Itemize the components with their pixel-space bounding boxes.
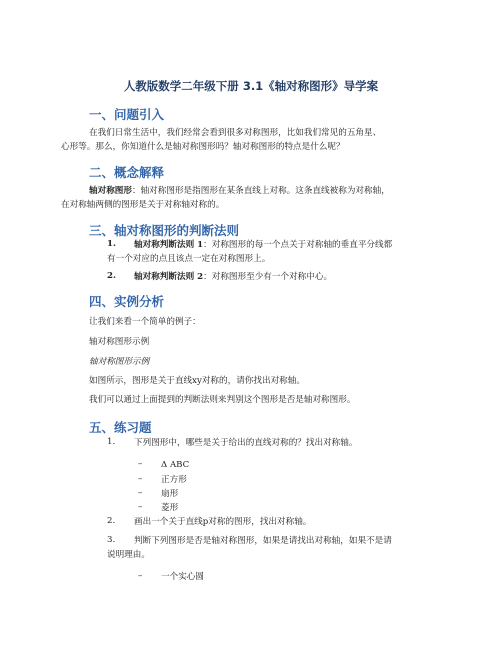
bullet-dash: – [138,502,143,512]
bullet-dash: – [138,571,143,581]
section-heading-concept: 二、概念解释 [89,165,165,180]
option-item: Δ ABC [161,460,190,470]
section-heading-exercises: 五、练习题 [89,420,152,435]
rule-line-cont: 有一个对应的点且该点一定在对称图形上。 [107,254,271,264]
rule-line [134,271,332,283]
exercise-text: 下列图形中，哪些是关于给出的直线对称的？找出对称轴。 [134,438,358,448]
option-item: 扇形 [161,489,179,499]
list-number: 1. [107,437,116,447]
section-heading-problem: 一、问题引入 [89,107,165,122]
paragraph-line [89,185,390,197]
rule-term: 轴对称判断法则 2 [134,272,204,282]
option-item: 一个实心圆 [161,572,204,582]
rule-term: 轴对称判断法则 1 [134,240,204,250]
term-definition: ：轴对称图形是指图形在某条直线上对称。这条直线被称为对称轴， [131,186,390,196]
section-heading-example: 四、实例分析 [89,294,165,309]
option-item: 菱形 [161,503,179,513]
list-number: 3. [107,535,116,545]
bullet-dash: – [138,474,143,484]
rule-text: ：对称图形至少有一个对称中心。 [203,272,333,282]
bullet-dash: – [138,488,143,498]
paragraph-line: 在对称轴两侧的图形是关于对称轴对称的。 [61,200,225,210]
rule-line [134,239,392,251]
image-caption: 轴对称图形示例 [89,357,150,367]
image-placeholder-label: 轴对称图形示例 [89,337,150,347]
option-item: 正方形 [161,475,187,485]
section-heading-rules: 三、轴对称图形的判断法则 [89,223,240,238]
paragraph-line: 心形等。那么，你知道什么是轴对称图形吗？轴对称图形的特点是什么呢？ [61,142,345,152]
document-title: 人教版数学二年级下册 3.1《轴对称图形》导学案 [123,79,379,93]
term-bold: 轴对称图形 [89,186,132,196]
paragraph-line: 我们可以通过上面提到的判断法则来判别这个图形是否是轴对称图形。 [89,395,356,405]
paragraph-line: 如图所示，图形是关于直线xy对称的，请你找出对称轴。 [89,376,305,386]
paragraph-line: 让我们来看一个简单的例子： [89,317,201,327]
list-number: 2. [107,516,116,526]
bullet-dash: – [138,459,143,469]
exercise-text: 判断下列图形是否是轴对称图形，如果是请找出对称轴，如果不是请 [134,536,392,546]
list-number: 1. [107,239,116,249]
rule-text: ：对称图形的每一个点关于对称轴的垂直平分线都 [203,240,393,250]
exercise-text-cont: 说明理由。 [107,550,150,560]
list-number: 2. [107,271,116,281]
paragraph-line: 在我们日常生活中，我们经常会看到很多对称图形，比如我们常见的五角星、 [89,128,382,138]
exercise-text: 画出一个关于直线p对称的图形，找出对称轴。 [134,517,312,527]
